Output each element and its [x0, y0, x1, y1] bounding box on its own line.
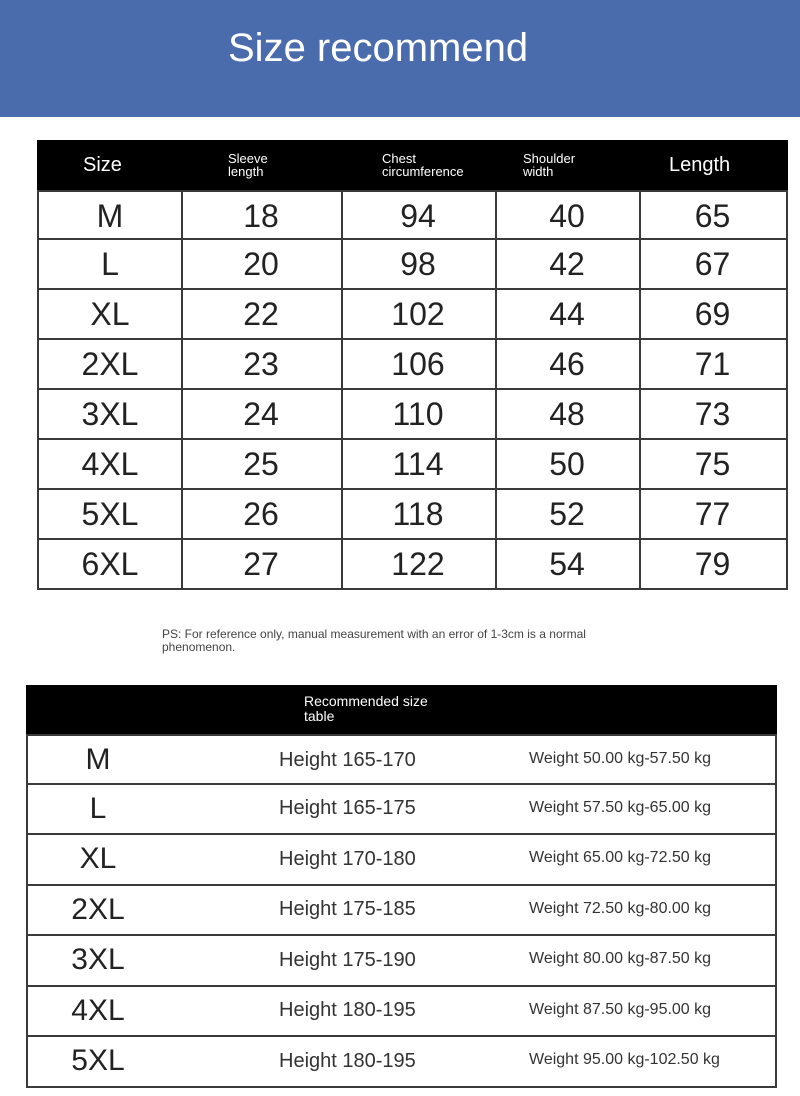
cell-size: 2XL: [71, 892, 125, 926]
cell-weight: Weight 57.50 kg-65.00 kg: [529, 798, 712, 816]
cell-size: XL: [90, 295, 130, 332]
cell-length: 69: [694, 295, 731, 332]
table-row: [28, 987, 775, 1038]
header-size: Size: [83, 153, 122, 176]
cell-length: 65: [694, 197, 731, 234]
table-row: [39, 440, 786, 490]
cell-shoulder-width: 46: [549, 345, 585, 382]
cell-shoulder-width: 40: [549, 197, 585, 234]
cell-size: L: [101, 245, 119, 282]
cell-size: M: [85, 743, 111, 776]
cell-size: 4XL: [71, 993, 125, 1027]
cell-height: Height 175-185: [279, 898, 416, 920]
table-row: [39, 540, 786, 590]
measurement-note: PS: For reference only, manual measurement with an error of 1-3cm is a normal phenomenon.: [162, 627, 586, 654]
cell-size: 5XL: [81, 495, 139, 532]
cell-sleeve-length: 24: [243, 395, 279, 432]
cell-length: 71: [694, 345, 731, 382]
table-row: [28, 785, 775, 836]
cell-height: Height 180-195: [279, 999, 416, 1021]
table-row: [39, 490, 786, 540]
table-row: [28, 1037, 775, 1088]
cell-chest: 122: [391, 545, 445, 582]
cell-chest: 98: [400, 245, 436, 282]
recommended-table-caption: Recommended size table: [304, 693, 428, 724]
cell-length: 67: [694, 245, 731, 282]
cell-size: 4XL: [81, 445, 139, 482]
cell-height: Height 175-190: [279, 948, 416, 971]
table-row: [28, 886, 775, 937]
cell-height: Height 165-175: [279, 797, 416, 819]
measurements-table: [37, 140, 788, 590]
recommended-table-body: [26, 734, 777, 1088]
cell-height: Height 165-170: [279, 748, 416, 771]
measurements-table-header: [37, 140, 788, 190]
cell-shoulder-width: 44: [549, 295, 585, 332]
cell-length: 79: [694, 545, 731, 582]
table-row: [39, 340, 786, 390]
cell-size: XL: [79, 842, 117, 875]
table-row: [39, 390, 786, 440]
cell-sleeve-length: 25: [243, 445, 279, 482]
cell-sleeve-length: 23: [243, 345, 279, 382]
cell-height: Height 180-195: [279, 1049, 416, 1072]
cell-weight: Weight 87.50 kg-95.00 kg: [529, 1000, 712, 1018]
cell-size: 5XL: [71, 1044, 125, 1077]
header-length: Length: [669, 154, 731, 176]
cell-sleeve-length: 18: [243, 197, 279, 234]
header-banner: [0, 0, 800, 117]
table-row: [28, 936, 775, 987]
cell-size: 6XL: [81, 545, 139, 582]
cell-shoulder-width: 54: [549, 545, 585, 582]
cell-shoulder-width: 50: [549, 445, 585, 482]
cell-size: 3XL: [81, 395, 139, 432]
cell-size: L: [89, 791, 107, 825]
table-row: [39, 290, 786, 340]
page-title: Size recommend: [228, 26, 529, 70]
cell-shoulder-width: 52: [549, 495, 585, 532]
cell-chest: 94: [400, 197, 436, 234]
cell-chest: 118: [392, 495, 444, 532]
header-shoulder-width: Shoulder width: [523, 151, 576, 179]
table-row: [39, 190, 786, 240]
cell-shoulder-width: 48: [549, 395, 585, 432]
table-row: [28, 835, 775, 886]
cell-sleeve-length: 27: [243, 545, 279, 582]
cell-chest: 114: [392, 445, 444, 482]
cell-weight: Weight 80.00 kg-87.50 kg: [529, 950, 712, 967]
table-row: [39, 240, 786, 290]
cell-size: M: [96, 197, 124, 234]
cell-chest: 102: [391, 295, 445, 332]
cell-size: 3XL: [71, 943, 125, 976]
cell-size: 2XL: [81, 345, 139, 382]
cell-length: 77: [694, 495, 731, 532]
cell-weight: Weight 95.00 kg-102.50 kg: [529, 1051, 720, 1068]
cell-shoulder-width: 42: [549, 245, 585, 282]
cell-length: 75: [694, 445, 731, 482]
cell-sleeve-length: 26: [243, 495, 279, 532]
cell-height: Height 170-180: [279, 847, 416, 870]
table-row: [28, 734, 775, 785]
cell-chest: 106: [391, 345, 445, 382]
recommended-table-header: [26, 685, 777, 734]
cell-weight: Weight 72.50 kg-80.00 kg: [529, 899, 712, 917]
cell-weight: Weight 50.00 kg-57.50 kg: [529, 750, 712, 767]
cell-chest: 110: [392, 395, 444, 432]
cell-sleeve-length: 20: [243, 245, 279, 282]
cell-sleeve-length: 22: [243, 295, 279, 332]
header-sleeve-length: Sleeve length: [228, 151, 268, 179]
measurements-table-body: [37, 190, 788, 590]
cell-weight: Weight 65.00 kg-72.50 kg: [529, 849, 712, 866]
header-chest-circumference: Chest circumference: [382, 151, 464, 179]
cell-length: 73: [694, 395, 731, 432]
recommended-size-table: [26, 685, 777, 1088]
